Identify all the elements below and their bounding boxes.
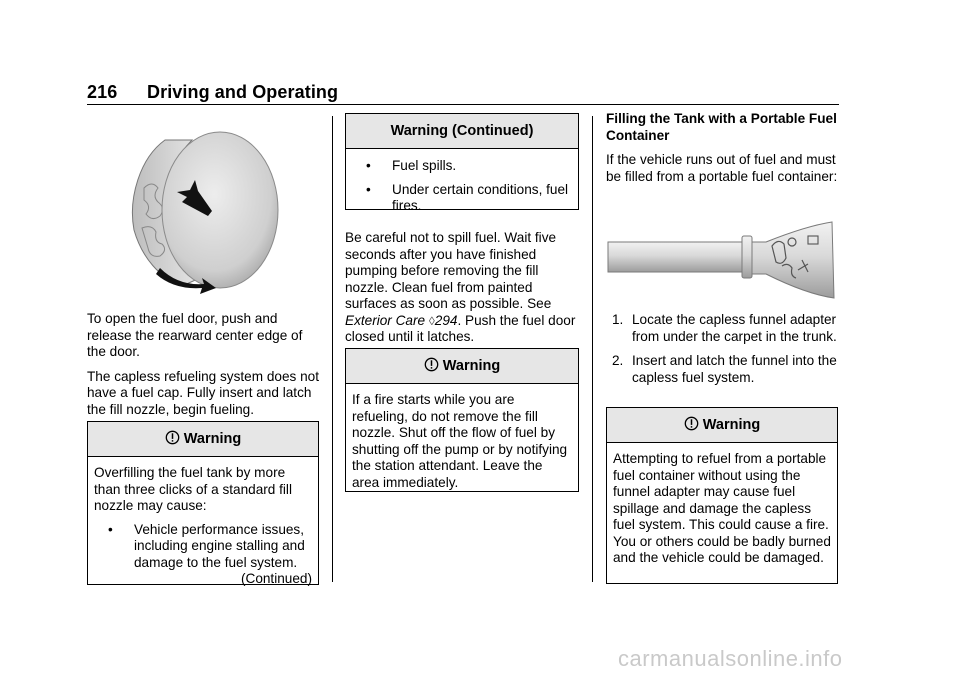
section-title: Driving and Operating: [147, 82, 339, 102]
paragraph-text: Be careful not to spill fuel. Wait five seconds after you have finished pumping before removing the fill nozzle. Clean fuel from painted surfaces as soon as possible. See: [345, 230, 557, 311]
bullet-glyph: •: [366, 181, 371, 197]
warning-box-fire: [345, 348, 579, 492]
watermark: carmanualsonline.info: [618, 646, 843, 671]
step-text: Locate the capless funnel adapter from under the carpet in the trunk.: [632, 312, 837, 344]
bullet-glyph: •: [366, 158, 371, 173]
column-3-steps: [606, 312, 838, 394]
warning-box-overfill: [87, 421, 319, 585]
step-text: Insert and latch the funnel into the capless fuel system.: [632, 353, 837, 385]
list-item: [94, 522, 312, 572]
step-number: 2.: [612, 353, 624, 368]
bullet-text: Fuel spills.: [392, 158, 457, 173]
capless-funnel-adapter-illustration: [606, 220, 838, 300]
warning-header: Warning (Continued): [346, 114, 578, 149]
warning-text: Attempting to refuel from a portable fuel container without using the funnel adapter may cause fuel spillage and damage the capless fuel system. This could cause a fire. You or others could be badly burned and the vehicle could be damaged.: [613, 451, 831, 565]
column-1: [87, 311, 319, 426]
warning-box-funnel: [606, 407, 838, 584]
fuel-door-instructions: To open the fuel door, push and release the rearward center edge of the door.: [87, 311, 303, 359]
list-item: [606, 353, 838, 386]
capless-system-text: The capless refueling system does not have a fuel cap. Fully insert and latch the fill nozzle, begin fueling.: [87, 368, 319, 417]
warning-title: Warning: [702, 417, 761, 433]
warning-box-continued: [345, 113, 579, 213]
page-ref-number[interactable]: 294: [434, 312, 458, 328]
bullet-glyph: •: [108, 521, 113, 537]
portable-container-intro: If the vehicle runs out of fuel and must be filled from a portable fuel container:: [606, 152, 838, 184]
bullet-text: Vehicle performance issues, including engine stalling and damage to the fuel system.: [134, 521, 305, 570]
paragraph-text: . Push the fuel door closed until it latches.: [345, 312, 576, 344]
warning-header: [607, 408, 837, 443]
warning-title: Warning: [183, 431, 242, 447]
column-3-top: [606, 111, 838, 193]
warning-icon: [684, 410, 699, 444]
warning-header: [88, 422, 318, 457]
warning-title: Warning: [442, 358, 501, 374]
page-header: [87, 82, 839, 104]
page-ref-icon: ◊: [428, 313, 435, 328]
fuel-door-illustration: [120, 118, 290, 298]
column-divider-2: [592, 116, 593, 582]
warning-icon: [424, 351, 439, 385]
list-item: [606, 312, 838, 345]
warning-text: If a fire starts while you are refueling, do not remove the fill nozzle. Shut off the flow of fuel by shutting off the pump or by notifying the station attendant. Leave the area immediately.: [352, 392, 568, 490]
bullet-text: Under certain conditions, fuel fires.: [392, 181, 569, 213]
step-number: 1.: [612, 312, 624, 327]
column-divider-1: [332, 116, 333, 582]
spill-instructions: [345, 230, 579, 346]
section-heading: Filling the Tank with a Portable Fuel Container: [606, 111, 837, 143]
continued-label: (Continued): [240, 571, 312, 586]
column-2-text: [345, 230, 579, 346]
exterior-care-link[interactable]: Exterior Care: [345, 312, 426, 328]
warning-icon: [165, 424, 180, 458]
warning-header: [346, 349, 578, 384]
page-number: 216: [87, 82, 118, 102]
header-rule: [87, 104, 839, 105]
warning-intro: Overfilling the fuel tank by more than three clicks of a standard fill nozzle may cause:: [94, 465, 292, 513]
list-item: [352, 182, 572, 215]
list-item: [352, 158, 572, 175]
